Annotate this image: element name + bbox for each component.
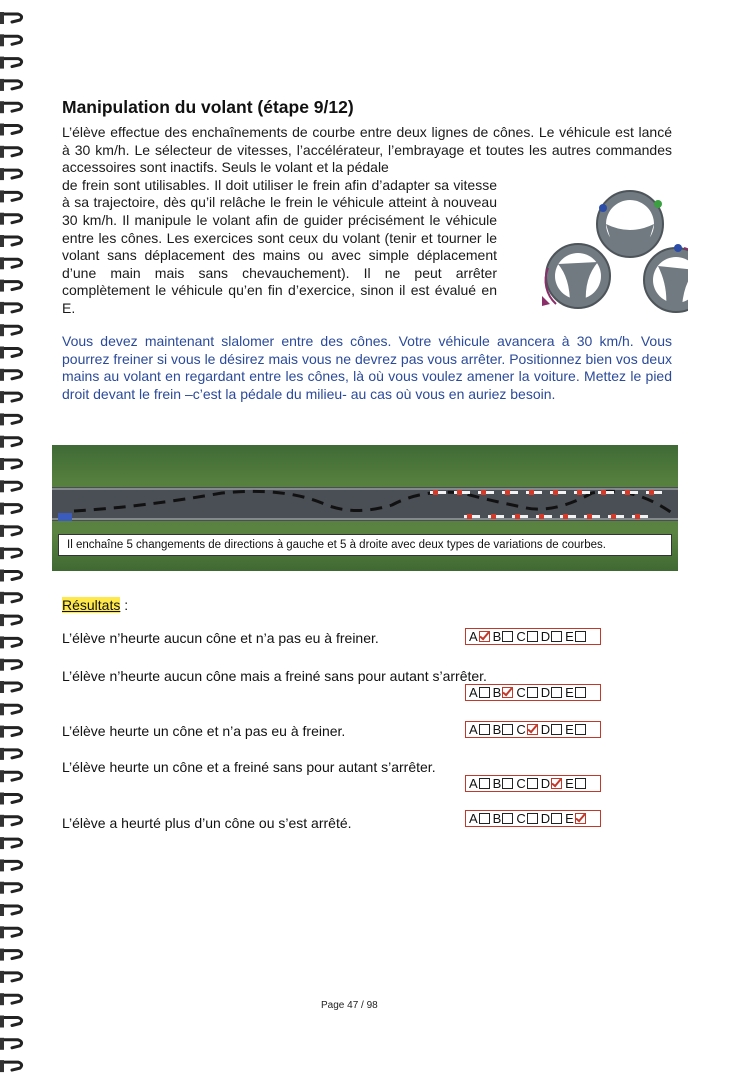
checkbox-icon[interactable] <box>479 687 490 698</box>
page-title: Manipulation du volant (étape 9/12) <box>62 97 354 117</box>
checkbox-icon[interactable] <box>479 724 490 735</box>
checkbox-icon[interactable] <box>575 813 586 824</box>
checkbox-icon[interactable] <box>527 813 538 824</box>
grade-selector <box>465 810 601 827</box>
grade-option-c[interactable] <box>516 811 537 826</box>
checkbox-icon[interactable] <box>575 687 586 698</box>
result-text: L’élève a heurté plus d’un cône ou s’est arrêté. <box>62 815 352 831</box>
grade-letter: C <box>516 685 526 700</box>
grade-letter: A <box>469 776 478 791</box>
grade-option-d[interactable] <box>541 685 562 700</box>
grade-letter: B <box>492 722 502 737</box>
grade-letter: B <box>492 776 502 791</box>
checkbox-icon[interactable] <box>479 778 490 789</box>
grade-letter: D <box>540 629 551 644</box>
grade-option-c[interactable] <box>516 776 537 791</box>
result-text: L’élève n’heurte aucun cône mais a freiné sans pour autant s’arrêter. <box>62 668 487 684</box>
checkbox-icon[interactable] <box>575 631 586 642</box>
grade-selector <box>465 628 601 645</box>
description-wrapped: de frein sont utilisables. Il doit utiliser le frein afin d’adapter sa vitesse à sa trajectoire, dès qu’il relâche le frein le véhicule atteint à nouveau 30 km/h. Il manipule le volant afin de guider précisément le véhicule entre les cônes. Les exercices sont ceux du volant (tenir et tourner le volant sans déplacement des mains ou avec simple déplacement d’une main mais sans chevauchement). Il ne peut arrêter complètement le véhicule qu’en fin d’exercice, sinon il est évalué en E. <box>62 176 497 316</box>
checkbox-icon[interactable] <box>479 631 490 642</box>
steering-wheel-icon <box>542 244 610 308</box>
grade-letter: A <box>469 722 478 737</box>
grade-letter: E <box>565 722 574 737</box>
checkbox-icon[interactable] <box>502 631 513 642</box>
checkbox-icon[interactable] <box>527 724 538 735</box>
grade-option-b[interactable] <box>493 811 514 826</box>
grade-letter: D <box>540 722 551 737</box>
steering-wheel-icon <box>597 191 663 257</box>
slalom-illustration <box>52 445 678 571</box>
checkbox-icon[interactable] <box>527 778 538 789</box>
grade-option-e[interactable] <box>565 685 586 700</box>
description-full-width: L’élève effectue des enchaînements de courbe entre deux lignes de cônes. Le véhicule est lancé à 30 km/h. Le sélecteur de vitesses, l’accélérateur, l’embrayage et toutes les autres commandes accessoires sont inactifs. Seuls le volant et la pédale <box>62 124 672 176</box>
grade-letter: C <box>516 722 526 737</box>
result-text: L’élève n’heurte aucun cône et n’a pas eu à freiner. <box>62 630 379 646</box>
grade-letter: A <box>469 629 478 644</box>
grade-option-c[interactable] <box>516 629 537 644</box>
grade-letter: E <box>565 629 574 644</box>
grade-option-a[interactable] <box>469 811 490 826</box>
grade-letter: C <box>516 629 526 644</box>
grade-option-b[interactable] <box>493 685 514 700</box>
grade-letter: A <box>469 811 478 826</box>
checkbox-icon[interactable] <box>575 778 586 789</box>
checkbox-icon[interactable] <box>551 631 562 642</box>
steering-wheel-icon <box>644 244 688 312</box>
checkbox-icon[interactable] <box>527 687 538 698</box>
checkbox-icon[interactable] <box>479 813 490 824</box>
grade-option-b[interactable] <box>493 629 514 644</box>
grade-option-d[interactable] <box>541 722 562 737</box>
checkbox-icon[interactable] <box>575 724 586 735</box>
grade-option-a[interactable] <box>469 776 490 791</box>
result-text: L’élève heurte un cône et a freiné sans pour autant s’arrêter. <box>62 759 436 775</box>
grade-letter: E <box>565 685 574 700</box>
checkbox-icon[interactable] <box>502 687 513 698</box>
grade-option-e[interactable] <box>565 722 586 737</box>
grade-selector <box>465 684 601 701</box>
checkbox-icon[interactable] <box>551 813 562 824</box>
grade-letter: B <box>492 629 502 644</box>
grade-selector <box>465 775 601 792</box>
grade-letter: D <box>540 776 551 791</box>
grade-option-a[interactable] <box>469 722 490 737</box>
grade-letter: A <box>469 685 478 700</box>
checkbox-icon[interactable] <box>502 724 513 735</box>
grade-option-c[interactable] <box>516 685 537 700</box>
grade-letter: C <box>516 811 526 826</box>
checkbox-icon[interactable] <box>502 813 513 824</box>
spiral-binding-icon <box>0 0 30 1080</box>
grade-option-b[interactable] <box>493 722 514 737</box>
grade-letter: C <box>516 776 526 791</box>
grade-option-e[interactable] <box>565 776 586 791</box>
grade-letter: B <box>492 811 502 826</box>
slalom-road-diagram <box>52 445 678 535</box>
grade-option-d[interactable] <box>541 629 562 644</box>
grade-option-a[interactable] <box>469 629 490 644</box>
illustration-caption: Il enchaîne 5 changements de directions à gauche et 5 à droite avec deux types de variations de courbes. <box>58 534 672 556</box>
grade-option-a[interactable] <box>469 685 490 700</box>
grade-option-d[interactable] <box>541 811 562 826</box>
page-number: Page 47 / 98 <box>321 1000 378 1011</box>
grade-letter: E <box>565 776 574 791</box>
checkbox-icon[interactable] <box>551 778 562 789</box>
checkbox-icon[interactable] <box>527 631 538 642</box>
grade-letter: D <box>540 811 551 826</box>
grade-letter: E <box>565 811 574 826</box>
grade-option-c[interactable] <box>516 722 537 737</box>
checkbox-icon[interactable] <box>502 778 513 789</box>
checkbox-icon[interactable] <box>551 687 562 698</box>
grade-letter: B <box>492 685 502 700</box>
grade-letter: D <box>540 685 551 700</box>
grade-selector <box>465 721 601 738</box>
result-text: L’élève heurte un cône et n’a pas eu à freiner. <box>62 723 346 739</box>
grade-option-b[interactable] <box>493 776 514 791</box>
grade-option-e[interactable] <box>565 811 586 826</box>
instruction-paragraph: Vous devez maintenant slalomer entre des cônes. Votre véhicule avancera à 30 km/h. Vous pourrez freiner si vous le désirez mais vous ne devrez pas vous arrêter. Positionnez bien vos deux mains au volant en regardant entre les cônes, là où vous voulez amener la voiture. Mettez le pied droit devant le frein –c’est la pédale du milieu- au cas où vous en auriez besoin. <box>62 333 672 402</box>
checkbox-icon[interactable] <box>551 724 562 735</box>
steering-wheel-illustration <box>498 178 688 318</box>
results-label: Résultats : <box>62 597 129 613</box>
grade-option-e[interactable] <box>565 629 586 644</box>
grade-option-d[interactable] <box>541 776 562 791</box>
